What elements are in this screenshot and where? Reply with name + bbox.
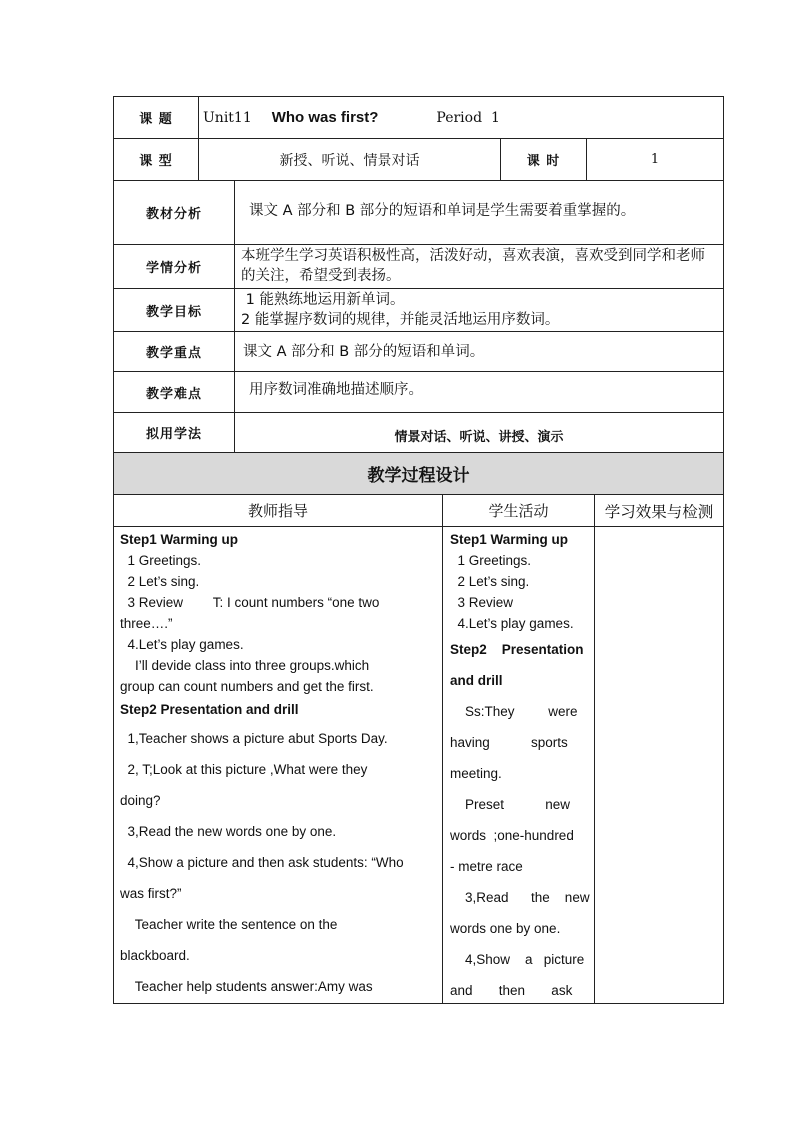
info-row-methods — [113, 412, 724, 452]
teacher-line: Teacher help students answer:Amy was — [120, 979, 373, 994]
effect-column-header: 学习效果与检测 — [594, 495, 723, 526]
teacher-line: blackboard. — [120, 948, 190, 963]
info-value: 情景对话、听说、讲授、演示 — [234, 413, 723, 452]
hours-label: 课 时 — [500, 139, 586, 180]
info-label: 学情分析 — [145, 261, 202, 276]
student-line: 4,Show a picture — [450, 952, 585, 967]
teacher-line: three….” — [120, 616, 173, 631]
teacher-line: 2, T;Look at this picture ,What were they — [120, 762, 368, 777]
teacher-line: 1,Teacher shows a picture abut Sports Day. — [120, 731, 388, 746]
process-content-row — [113, 526, 724, 1004]
info-label: 教材分析 — [145, 207, 202, 222]
info-row-key-points — [113, 331, 724, 371]
student-line: Ss:They were — [450, 704, 578, 719]
hours-value: 1 — [586, 139, 723, 180]
student-line: 2 Let’s sing. — [450, 574, 530, 589]
student-line: 1 Greetings. — [450, 553, 532, 568]
objective-1: 1 能熟练地运用新单词。 — [241, 292, 405, 308]
info-value — [234, 289, 723, 331]
teacher-line: 4,Show a picture and then ask students: “Who — [120, 855, 404, 870]
info-value: 本班学生学习英语积极性高，活泼好动，喜欢表演，喜欢受到同学和老师的关注，希望受到表扬。 — [234, 245, 723, 288]
info-label: 教学目标 — [145, 304, 202, 320]
teacher-line: 4.Let’s play games. — [120, 637, 244, 652]
info-row-material — [113, 180, 724, 244]
teacher-line: Step2 Presentation and drill — [120, 702, 299, 717]
student-line: and then ask — [450, 983, 573, 998]
teacher-line: 2 Let’s sing. — [120, 574, 200, 589]
info-label: 教学难点 — [145, 386, 202, 402]
column-header-row — [113, 494, 724, 526]
student-column-header: 学生活动 — [442, 495, 594, 526]
topic-value — [198, 97, 723, 138]
topic-period: Period 1 — [436, 109, 500, 126]
info-row-objectives — [113, 288, 724, 331]
student-line: 3 Review — [450, 595, 514, 610]
type-value: 新授、听说、情景对话 — [198, 139, 500, 180]
student-line: - metre race — [450, 859, 523, 874]
student-line: having sports — [450, 735, 568, 750]
info-value: 课文 A 部分和 B 部分的短语和单词。 — [234, 332, 723, 371]
student-line: words one by one. — [450, 921, 561, 936]
info-label: 教学重点 — [145, 346, 202, 361]
lesson-plan-table — [113, 96, 724, 1004]
student-line: meeting. — [450, 766, 502, 781]
student-column — [442, 527, 594, 1003]
teacher-line: Step1 Warming up — [120, 532, 239, 547]
student-line: and drill — [450, 673, 503, 688]
topic-unit: Unit11 — [203, 109, 252, 126]
teacher-column-header: 教师指导 — [247, 502, 308, 520]
info-row-difficulties — [113, 371, 724, 412]
objective-2: 2 能掌握序数词的规律，并能灵活地运用序数词。 — [241, 312, 560, 328]
teacher-line: 3 Review T: I count numbers “one two — [120, 595, 380, 610]
effect-column — [594, 527, 723, 1003]
teacher-line: group can count numbers and get the first. — [120, 679, 374, 694]
topic-label: 课 题 — [139, 112, 173, 127]
topic-title: Who was first? — [271, 109, 379, 126]
type-label: 课 型 — [139, 154, 173, 169]
student-line: 4.Let’s play games. — [450, 616, 574, 631]
teacher-line: doing? — [120, 793, 161, 808]
info-value: 课文 A 部分和 B 部分的短语和单词是学生需要着重掌握的。 — [234, 181, 723, 244]
info-label: 拟用学法 — [145, 427, 202, 442]
topic-row — [113, 96, 724, 138]
student-line: Step2 Presentation — [450, 642, 584, 657]
student-line: 3,Read the new — [450, 890, 590, 905]
section-title: 教学过程设计 — [113, 452, 724, 494]
info-row-students — [113, 244, 724, 288]
student-line: Preset new — [450, 797, 571, 812]
info-value: 用序数词准确地描述顺序。 — [234, 372, 723, 412]
type-row — [113, 138, 724, 180]
teacher-column — [114, 527, 442, 1003]
student-line: words ;one-hundred — [450, 828, 574, 843]
teacher-line: 3,Read the new words one by one. — [120, 824, 337, 839]
student-line: Step1 Warming up — [450, 532, 569, 547]
teacher-line: I’ll devide class into three groups.which — [120, 658, 370, 673]
teacher-line: was first?” — [120, 886, 182, 901]
teacher-line: Teacher write the sentence on the — [120, 917, 338, 932]
teacher-line: 1 Greetings. — [120, 553, 202, 568]
